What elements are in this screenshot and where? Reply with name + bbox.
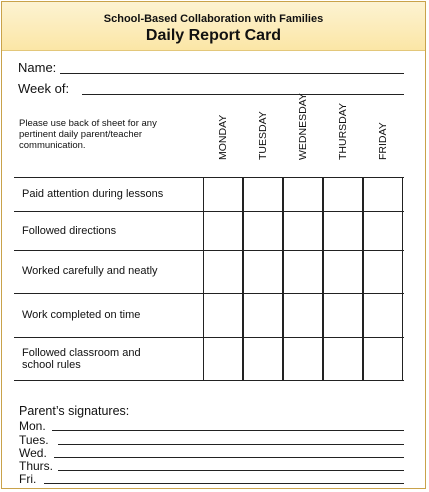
header-title: Daily Report Card: [145, 27, 282, 44]
row-label-attention: Paid attention during lessons: [22, 188, 164, 200]
day-header-friday: FRIDAY: [377, 122, 389, 160]
row-label-carefully: Worked carefully and neatly: [22, 265, 158, 277]
wednesday-column[interactable]: [283, 177, 323, 380]
row-divider: [14, 380, 404, 381]
signature-line-mon[interactable]: [52, 430, 404, 431]
day-header-tuesday: TUESDAY: [257, 111, 269, 160]
row-label-rules: Followed classroom and school rules: [22, 347, 141, 371]
instructions-note: Please use back of sheet for any pertinent daily parent/teacher communication.: [19, 118, 157, 151]
name-line[interactable]: [60, 73, 404, 74]
signature-line-tues[interactable]: [58, 444, 404, 445]
tuesday-column[interactable]: [243, 177, 283, 380]
row-divider: [14, 337, 404, 338]
thursday-column[interactable]: [323, 177, 363, 380]
day-header-thursday: THURSDAY: [337, 103, 349, 160]
row-divider: [14, 177, 404, 178]
signature-label-mon: Mon.: [19, 419, 46, 433]
signature-label-thurs: Thurs.: [19, 459, 54, 473]
report-card: [1, 1, 426, 489]
signature-line-thurs[interactable]: [58, 470, 404, 471]
row-label-completed: Work completed on time: [22, 309, 141, 321]
header-banner: [2, 2, 425, 51]
week-line[interactable]: [82, 94, 404, 95]
rating-grid: [203, 177, 403, 380]
signature-label-wed: Wed.: [19, 446, 47, 460]
row-label-directions: Followed directions: [22, 225, 117, 237]
signature-line-wed[interactable]: [54, 457, 404, 458]
day-header-wednesday: WEDNESDAY: [297, 93, 309, 160]
row-divider: [14, 211, 404, 212]
week-label: Week of:: [18, 81, 70, 96]
signatures-title: Parent’s signatures:: [19, 404, 130, 418]
header-subtitle: School-Based Collaboration with Families: [103, 13, 324, 25]
signature-line-fri[interactable]: [44, 483, 404, 484]
row-divider: [14, 293, 404, 294]
row-divider: [14, 250, 404, 251]
signature-label-tues: Tues.: [19, 433, 49, 447]
signature-label-fri: Fri.: [19, 472, 37, 486]
name-label: Name:: [18, 60, 57, 75]
monday-column[interactable]: [203, 177, 243, 380]
friday-column[interactable]: [363, 177, 403, 380]
day-header-monday: MONDAY: [217, 114, 229, 160]
